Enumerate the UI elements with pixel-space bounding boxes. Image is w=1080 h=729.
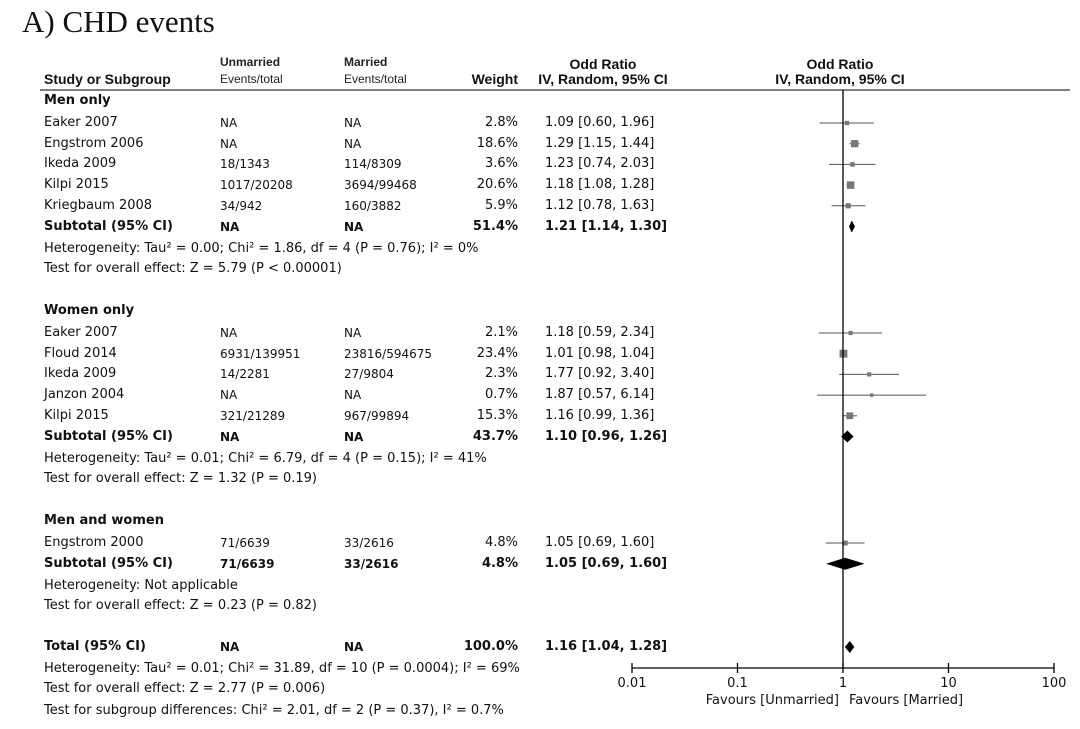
subtotal-row-2-ci: 1.05 [0.69, 1.60] <box>545 555 668 571</box>
subtotal-row-0-unmarried: NA <box>220 219 240 234</box>
subtotal-row-2-label: Subtotal (95% CI) <box>44 555 173 571</box>
study-row-1-1-weight: 23.4% <box>476 345 518 361</box>
study-row-0-3-label: Kilpi 2015 <box>44 177 109 193</box>
study-row-1-3-married: NA <box>344 388 362 403</box>
study-row-1-3-ci: 1.87 [0.57, 6.14] <box>545 387 655 403</box>
study-row-0-0-weight: 2.8% <box>484 115 518 130</box>
study-row-0-2-label: Ikeda 2009 <box>44 156 117 172</box>
heterogeneity-0: Heterogeneity: Tau² = 0.00; Chi² = 1.86, df = 4 (P = 0.76); I² = 0% <box>44 240 479 256</box>
summary-diamond <box>845 641 855 653</box>
study-row-1-3-weight: 0.7% <box>484 387 518 403</box>
study-row-1-2-label: Ikeda 2009 <box>44 366 117 382</box>
x-tick-label: 1 <box>838 676 848 691</box>
x-tick-label: 10 <box>940 676 957 691</box>
subtotal-row-2-unmarried: 71/6639 <box>220 556 275 571</box>
study-row-0-3-ci: 1.18 [1.08, 1.28] <box>545 177 655 193</box>
study-row-0-2-unmarried: 18/1343 <box>220 157 270 172</box>
study-row-0-3-weight: 20.6% <box>476 177 518 193</box>
study-row-0-4-married: 160/3882 <box>344 198 402 213</box>
point-estimate-square <box>849 331 853 335</box>
study-row-1-4-weight: 15.3% <box>476 407 518 423</box>
study-row-1-1-unmarried: 6931/139951 <box>220 346 301 361</box>
point-estimate-square <box>847 181 854 188</box>
header-married-sub: Events/total <box>344 72 407 86</box>
study-row-2-0-ci: 1.05 [0.69, 1.60] <box>545 535 655 550</box>
subtotal-row-0-married: NA <box>344 219 364 234</box>
total-row-married: NA <box>344 640 364 654</box>
total-row-unmarried: NA <box>220 640 240 654</box>
study-row-0-4-weight: 5.9% <box>484 197 518 213</box>
header-unmarried: Unmarried <box>220 55 281 69</box>
study-row-1-3-unmarried: NA <box>220 388 238 403</box>
group-heading-0: Men only <box>44 93 111 108</box>
study-row-1-0-label: Eaker 2007 <box>44 325 118 340</box>
study-row-0-4-label: Kriegbaum 2008 <box>44 197 153 213</box>
subtotal-row-1-label: Subtotal (95% CI) <box>44 428 173 444</box>
study-row-1-1-label: Floud 2014 <box>44 345 117 361</box>
study-row-0-0-ci: 1.09 [0.60, 1.96] <box>545 115 655 130</box>
study-row-0-2-ci: 1.23 [0.74, 2.03] <box>545 156 655 172</box>
study-row-1-4-married: 967/99894 <box>344 408 410 423</box>
summary-diamond <box>849 221 855 233</box>
study-row-0-1-ci: 1.29 [1.15, 1.44] <box>545 135 655 151</box>
point-estimate-square <box>850 162 855 167</box>
overall-effect-1: Test for overall effect: Z = 1.32 (P = 0.19) <box>44 470 317 486</box>
study-row-0-0-married: NA <box>344 116 362 130</box>
total-overall-effect: Test for overall effect: Z = 2.77 (P = 0.006) <box>44 681 326 696</box>
total-row-weight: 100.0% <box>463 639 518 654</box>
study-row-2-0-unmarried: 71/6639 <box>220 536 270 550</box>
subtotal-row-1-unmarried: NA <box>220 429 240 444</box>
study-row-0-1-unmarried: NA <box>220 136 238 151</box>
point-estimate-square <box>846 412 853 419</box>
point-estimate-square <box>846 203 851 208</box>
study-row-1-1-married: 23816/594675 <box>344 346 433 361</box>
overall-effect-2: Test for overall effect: Z = 0.23 (P = 0.82) <box>44 597 317 613</box>
study-row-0-1-married: NA <box>344 136 362 151</box>
subtotal-row-2-married: 33/2616 <box>344 556 399 571</box>
study-row-0-1-weight: 18.6% <box>476 135 518 151</box>
study-row-1-2-ci: 1.77 [0.92, 3.40] <box>545 366 655 382</box>
study-row-0-4-ci: 1.12 [0.78, 1.63] <box>545 197 655 213</box>
x-tick-label: 0.1 <box>727 676 748 691</box>
study-row-1-3-label: Janzon 2004 <box>44 387 125 403</box>
header-weight: Weight <box>471 71 518 87</box>
total-heterogeneity: Heterogeneity: Tau² = 0.01; Chi² = 31.89, df = 10 (P = 0.0004); I² = 69% <box>44 661 520 676</box>
subtotal-row-2-weight: 4.8% <box>481 555 518 571</box>
study-row-0-2-married: 114/8309 <box>344 157 402 172</box>
study-row-0-3-married: 3694/99468 <box>344 178 417 193</box>
group-heading-2: Men and women <box>44 513 164 528</box>
subgroup-differences: Test for subgroup differences: Chi² = 2.01, df = 2 (P = 0.37), I² = 0.7% <box>44 703 504 718</box>
header-unmarried-sub: Events/total <box>220 72 283 86</box>
study-row-1-4-label: Kilpi 2015 <box>44 407 109 423</box>
study-row-2-0-label: Engstrom 2000 <box>44 535 144 550</box>
subtotal-row-0-label: Subtotal (95% CI) <box>44 218 173 234</box>
x-tick-label: 0.01 <box>617 676 647 691</box>
study-row-1-2-unmarried: 14/2281 <box>220 367 270 382</box>
study-row-0-4-unmarried: 34/942 <box>220 198 263 213</box>
summary-diamond <box>826 558 865 570</box>
study-row-0-3-unmarried: 1017/20208 <box>220 178 293 193</box>
header-married: Married <box>344 55 388 69</box>
study-row-0-0-unmarried: NA <box>220 116 238 130</box>
study-row-1-1-ci: 1.01 [0.98, 1.04] <box>545 345 655 361</box>
study-row-0-1-label: Engstrom 2006 <box>44 135 144 151</box>
study-row-1-2-weight: 2.3% <box>484 366 518 382</box>
study-row-2-0-married: 33/2616 <box>344 536 394 550</box>
header-or-sub: IV, Random, 95% CI <box>538 71 668 87</box>
study-row-0-2-weight: 3.6% <box>484 156 518 172</box>
header-study: Study or Subgroup <box>44 71 171 87</box>
subtotal-row-0-weight: 51.4% <box>472 218 518 234</box>
heterogeneity-1: Heterogeneity: Tau² = 0.01; Chi² = 6.79, df = 4 (P = 0.15); I² = 41% <box>44 450 487 466</box>
point-estimate-square <box>870 393 873 396</box>
study-row-1-0-unmarried: NA <box>220 326 238 340</box>
study-row-1-4-ci: 1.16 [0.99, 1.36] <box>545 407 655 423</box>
subtotal-row-1-ci: 1.10 [0.96, 1.26] <box>545 428 668 444</box>
favours-right-label: Favours [Married] <box>849 693 964 708</box>
point-estimate-square <box>851 140 858 147</box>
overall-effect-0: Test for overall effect: Z = 5.79 (P < 0.00001) <box>44 260 342 276</box>
point-estimate-square <box>867 372 871 376</box>
favours-left-label: Favours [Unmarried] <box>705 693 839 708</box>
header-or: Odd Ratio <box>569 56 637 72</box>
total-row-label: Total (95% CI) <box>44 639 146 654</box>
study-row-1-2-married: 27/9804 <box>344 367 394 382</box>
study-row-0-0-label: Eaker 2007 <box>44 115 118 130</box>
point-estimate-square <box>845 121 849 125</box>
study-row-2-0-weight: 4.8% <box>484 535 518 550</box>
study-row-1-4-unmarried: 321/21289 <box>220 408 286 423</box>
study-row-1-0-weight: 2.1% <box>484 325 518 340</box>
subtotal-row-1-weight: 43.7% <box>472 428 518 444</box>
panel-title: A) CHD events <box>22 4 215 39</box>
subtotal-row-0-ci: 1.21 [1.14, 1.30] <box>545 218 668 234</box>
header-plot: Odd Ratio <box>806 56 874 72</box>
header-plot-sub: IV, Random, 95% CI <box>775 71 905 87</box>
total-row-ci: 1.16 [1.04, 1.28] <box>545 639 668 654</box>
heterogeneity-2: Heterogeneity: Not applicable <box>44 577 238 593</box>
group-heading-1: Women only <box>44 303 135 318</box>
study-row-1-0-married: NA <box>344 326 362 340</box>
x-tick-label: 100 <box>1041 676 1067 691</box>
subtotal-row-1-married: NA <box>344 429 364 444</box>
study-row-1-0-ci: 1.18 [0.59, 2.34] <box>545 325 655 340</box>
